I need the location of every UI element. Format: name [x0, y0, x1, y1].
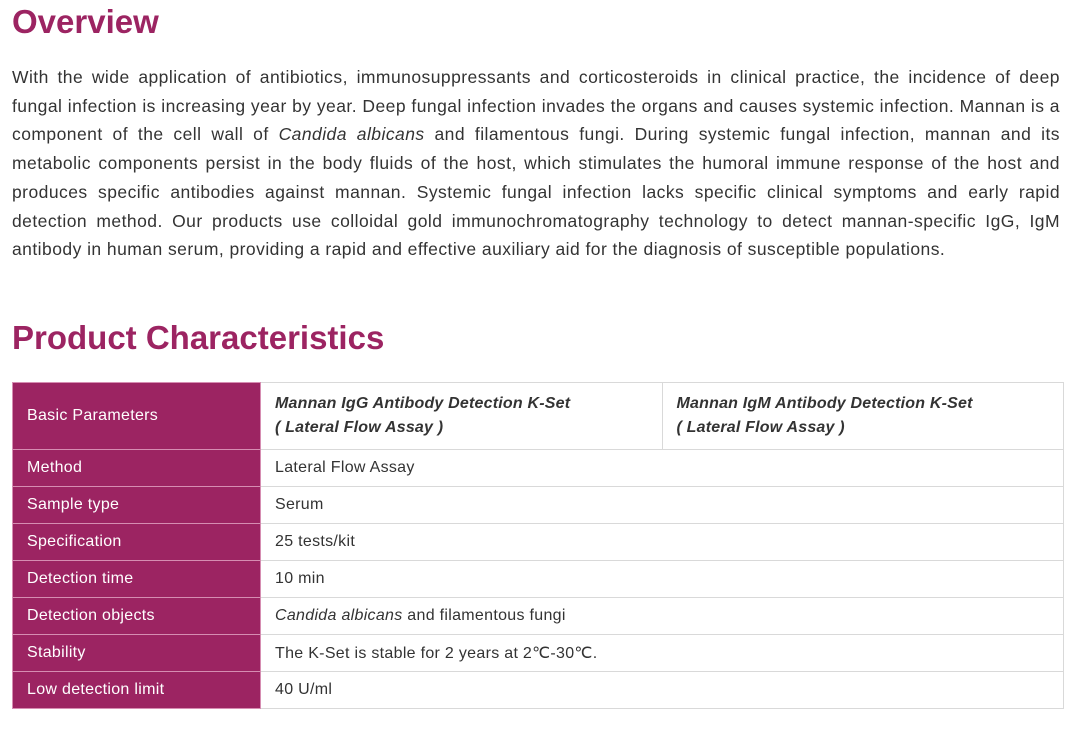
table-row	[13, 561, 1064, 598]
table-row	[13, 635, 1064, 672]
row-label-detection-limit: Low detection limit	[13, 672, 261, 709]
table-row	[13, 487, 1064, 524]
kit-igm-subtitle: ( Lateral Flow Assay )	[676, 419, 845, 436]
row-value-sample-type: Serum	[261, 487, 1064, 524]
kit-igg-cell	[261, 383, 663, 450]
kit-igg-name: Mannan IgG Antibody Detection K-Set	[275, 395, 571, 412]
table-row	[13, 524, 1064, 561]
characteristics-table	[12, 382, 1064, 709]
kit-igg-subtitle: ( Lateral Flow Assay )	[275, 419, 444, 436]
characteristics-title: Product Characteristics	[12, 319, 385, 356]
overview-text-species: Candida albicans	[278, 124, 425, 145]
detection-objects-rest: and filamentous fungi	[402, 607, 566, 624]
row-label-sample-type: Sample type	[13, 487, 261, 524]
row-value-stability: The K-Set is stable for 2 years at 2℃-30℃.	[261, 635, 1064, 672]
row-label-method: Method	[13, 450, 261, 487]
overview-text-part2: and filamentous fungi. During systemic fungal infection, mannan and its metabolic components persist in the body fluids of the host, which stimulates the humoral immune response of the host and produces specific antibodies against mannan. Systemic fungal infection lacks specific clinical symptoms and early rapid detection method. Our products use colloidal gold immunochromatography technology to detect mannan-specific IgG, IgM antibody in human serum, providing a rapid and effective auxiliary aid for the diagnosis of susceptible populations.	[12, 124, 1061, 260]
row-label-stability: Stability	[13, 635, 261, 672]
table-header-row	[13, 383, 1064, 450]
table-row	[13, 598, 1064, 635]
row-label-detection-objects: Detection objects	[13, 598, 261, 635]
header-label-cell: Basic Parameters	[13, 383, 261, 450]
row-value-detection-time: 10 min	[261, 561, 1064, 598]
row-value-specification: 25 tests/kit	[261, 524, 1064, 561]
overview-text-part1: With the wide application of antibiotics, immunosuppressants and corticosteroids in clinical practice, the incidence of deep fungal infection is increasing year by year. Deep fungal infection invades the organs and causes systemic infection. Mannan is a component of the cell wall of	[12, 67, 1060, 145]
overview-title: Overview	[12, 3, 159, 40]
row-label-specification: Specification	[13, 524, 261, 561]
row-value-detection-objects	[261, 598, 1064, 635]
row-value-method: Lateral Flow Assay	[261, 450, 1064, 487]
row-value-detection-limit: 40 U/ml	[261, 672, 1064, 709]
overview-paragraph	[12, 63, 1060, 264]
detection-objects-species: Candida albicans	[275, 607, 403, 624]
table-row	[13, 450, 1064, 487]
kit-igm-name: Mannan IgM Antibody Detection K-Set	[676, 395, 973, 412]
row-label-detection-time: Detection time	[13, 561, 261, 598]
kit-igm-cell	[662, 383, 1064, 450]
table-row	[13, 672, 1064, 709]
